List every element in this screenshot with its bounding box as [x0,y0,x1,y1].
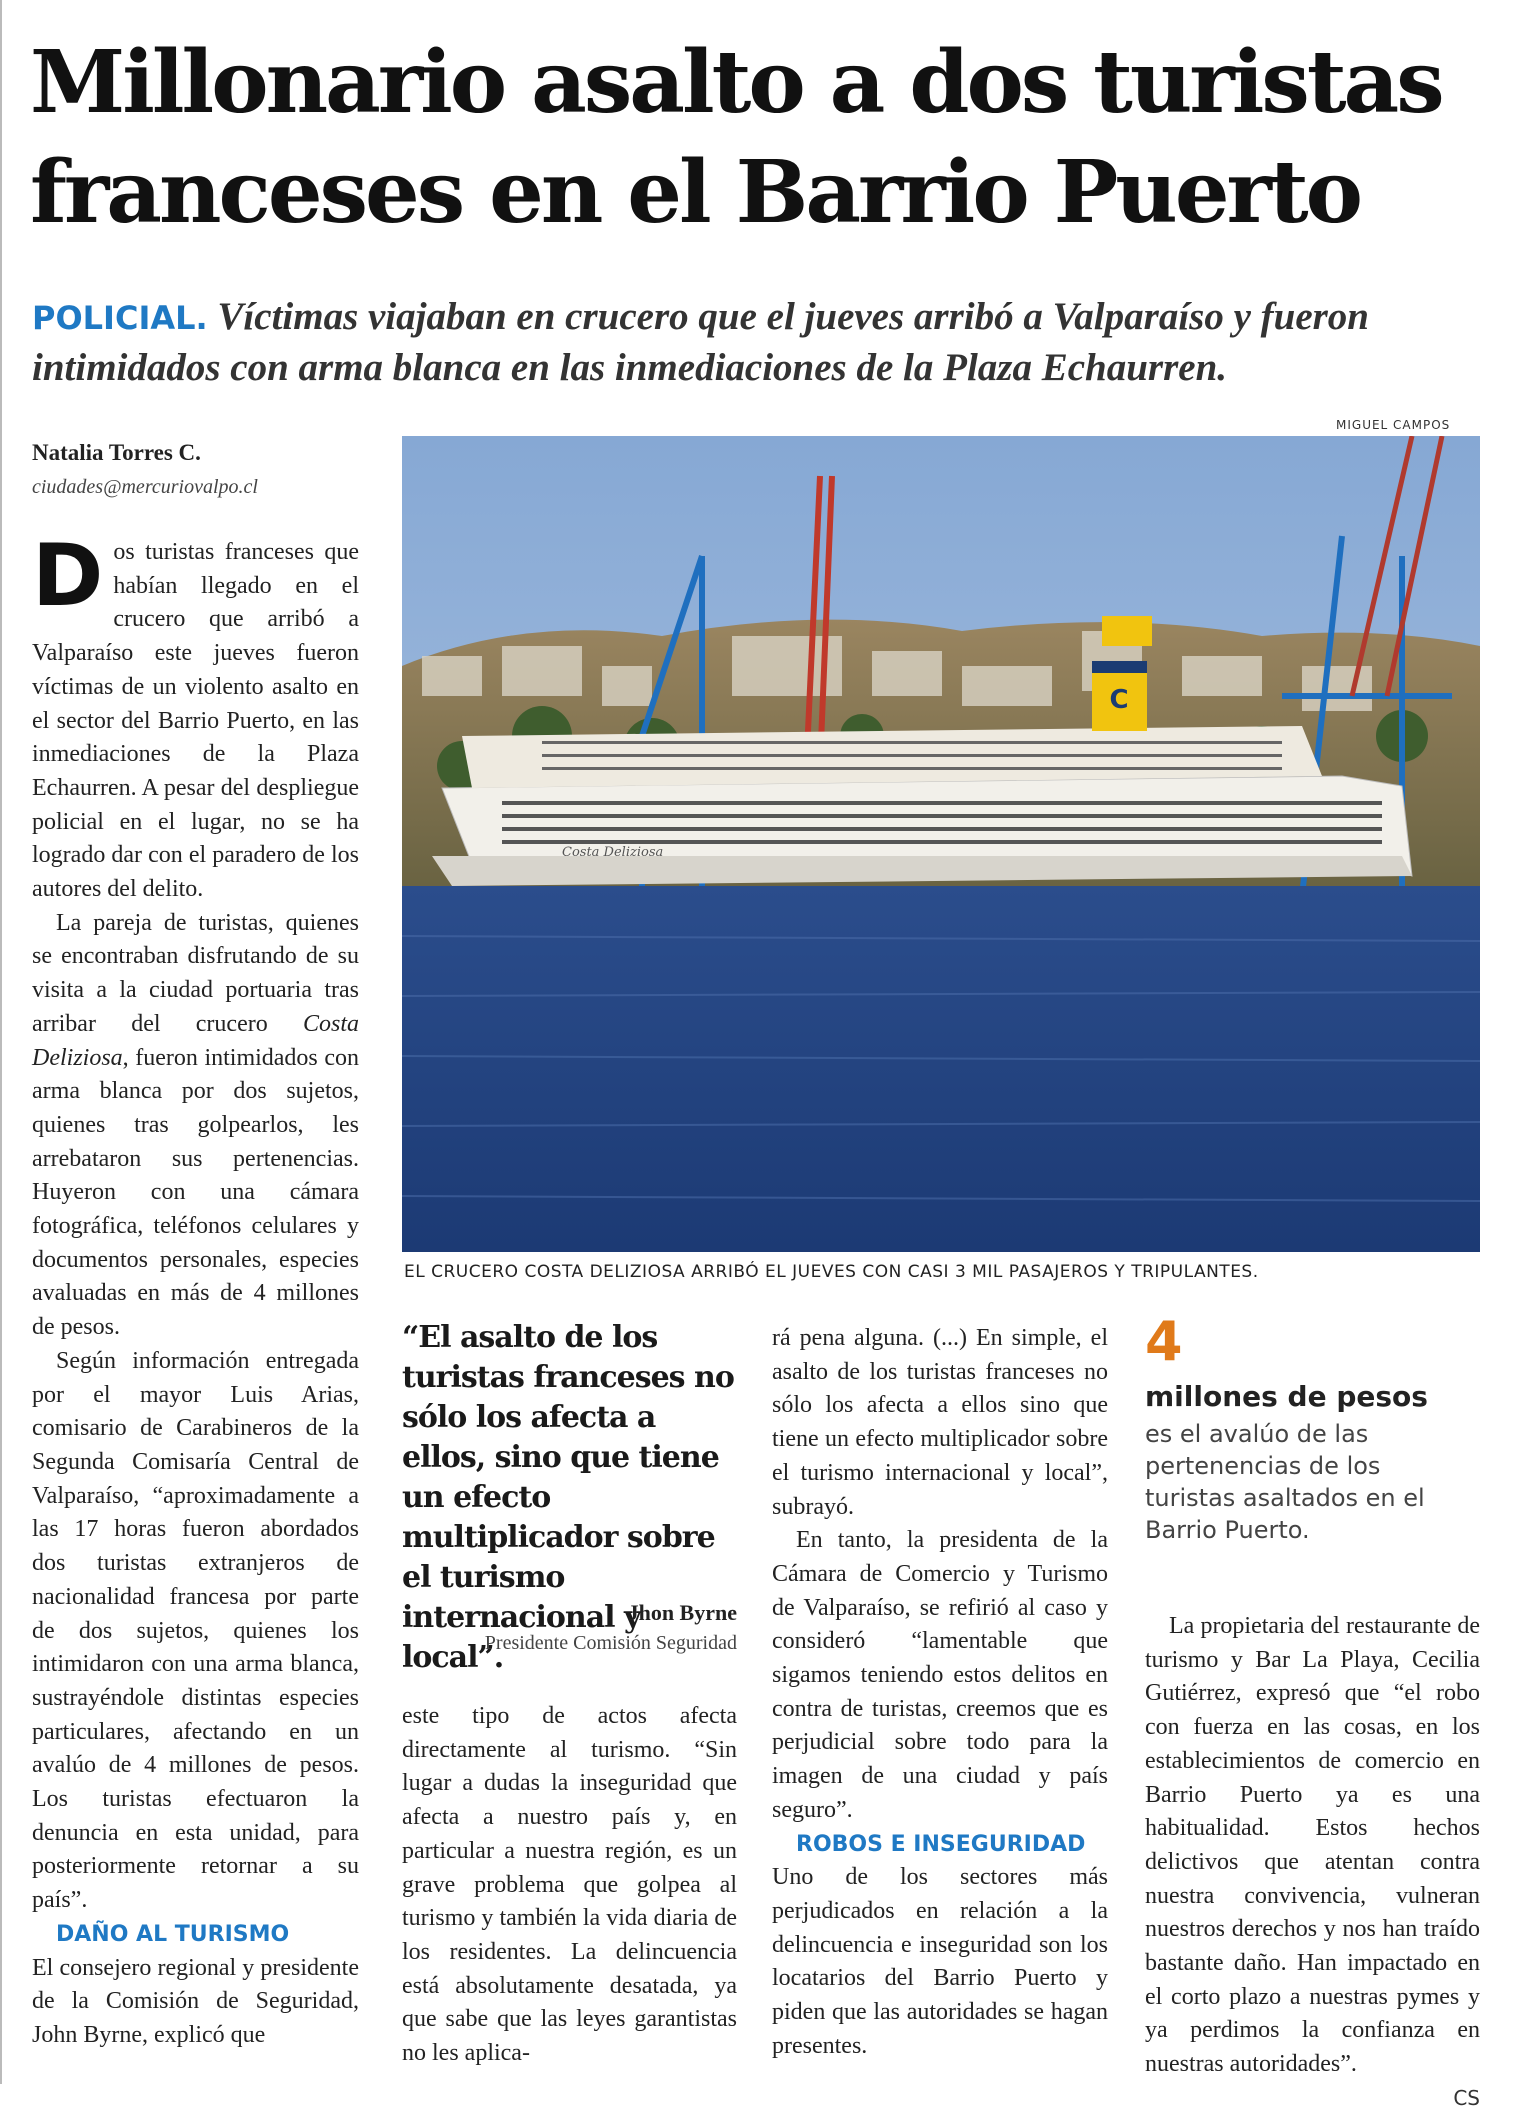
column-2-paragraph: este tipo de actos afecta directamente al turismo. “Sin lugar a dudas la inseguridad que afecta a nuestro país y, en particular a nuestra región, es un grave problema que golpea al turismo y también la vida diaria de los residentes. La delincuencia está absolutamente desatada, ya que sabe que las leyes garantistas no les aplica- [402,1703,737,2067]
stat-number: 4 [1145,1310,1183,1373]
article-column-1 [32,526,359,2053]
byline-author: Natalia Torres C. [32,440,201,465]
column-3-paragraph-1: rá pena alguna. (...) En simple, el asalto de los turistas franceses no sólo los afecta a ellos sino que tiene un efecto multiplicador sobre el turismo internacional y local”, subrayó. [772,1325,1108,1520]
column-4-paragraph: La propietaria del restaurante de turismo y Bar La Playa, Cecilia Gutiérrez, expresó que “el robo con fuerza en las cosas, en los establecimientos de comercio en Barrio Puerto ya es una habitualidad. Estos hechos delictivos que atentan contra nuestra convivencia, vulneran nuestros derechos y nos han traído bastante daño. Han impactado en el corto plazo a nuestras pymes y ya perdimos la confianza en nuestras autoridades”. [1145,1613,1480,2078]
headline [30,28,1500,248]
byline-email: ciudades@mercuriovalpo.cl [32,476,258,498]
photo-caption: EL CRUCERO COSTA DELIZIOSA ARRIBÓ EL JUEVES CON CASI 3 MIL PASAJEROS Y TRIPULANTES. [404,1262,1259,1282]
deck [32,292,1492,393]
ship-name-italic: Costa Deliziosa [32,1010,359,1071]
article-column-3 [772,1322,1108,2063]
cruise-ship-illustration [402,436,1480,1252]
paragraph-2-text-a: La pareja de turistas, quienes se encontraban disfrutando de su visita a la ciudad portuaria tras arribar del crucero [32,909,359,1037]
pull-quote: “El asalto de los turistas franceses no sólo los afecta a ellos, sino que tiene un efecto multiplicador sobre el turismo internacional y local”. [402,1320,734,1675]
stat-description: es el avalúo de las pertenencias de los turistas asaltados en el Barrio Puerto. [1145,1420,1425,1544]
column-3-paragraph-3: Uno de los sectores más perjudicados en relación a la delincuencia e inseguridad son los locatarios del Barrio Puerto y piden que las autoridades se hagan presentes. [772,1864,1108,2059]
paragraph-4: El consejero regional y presidente de la Comisión de Seguridad, John Byrne, explicó que [32,1954,359,2048]
column-3-paragraph-2: En tanto, la presidenta de la Cámara de Comercio y Turismo de Valparaíso, se refirió al caso y consideró “lamentable que sigamos teniendo estos delitos en contra de turistas, creemos que es perjudicial sobre todo para la imagen de una ciudad y país seguro”. [772,1527,1108,1823]
left-rule [0,0,2,2084]
photo-credit: MIGUEL CAMPOS [1336,418,1451,432]
paragraph-2-text-b: , fueron intimidados con arma blanca por dos sujetos, quienes tras golpearlos, les arrebataron sus pertenencias. Huyeron con una cámara fotográfica, teléfonos celulares y documentos personales, especies avaluadas en más de 4 millones de pesos. [32,1044,359,1341]
article-column-4 [1145,1610,1480,2116]
paragraph-2 [32,907,359,1345]
deck-kicker: POLICIAL. [32,299,208,337]
headline-line-1: Millonario asalto a dos turistas [30,32,1442,133]
cruise-ship-photo [402,436,1480,1252]
end-mark: CS [1453,2085,1480,2110]
deck-text: Víctimas viajaban en crucero que el jueves arribó a Valparaíso y fueron intimidados con arma blanca en las inmediaciones de la Plaza Echaurren. [32,295,1369,389]
paragraph-1: os turistas franceses que habían llegado en el crucero que arribó a Valparaíso este jueves fueron víctimas de un violento asalto en el sector del Barrio Puerto, en las inmediaciones de la Plaza Echaurren. A pesar del despliegue policial en el lugar, no se ha logrado dar con el paradero de los autores del delito. [32,539,359,903]
ship-hull-name: Costa Deliziosa [562,845,664,860]
subhead-robos-inseguridad: ROBOS E INSEGURIDAD [796,1831,1086,1857]
article-column-2 [402,1700,737,2071]
drop-cap: D [32,526,104,626]
headline-line-2: franceses en el Barrio Puerto [30,142,1360,243]
subhead-dano-turismo: DAÑO AL TURISMO [56,1921,290,1947]
stat-label: millones de pesos [1145,1380,1428,1413]
quote-author: Jhon Byrne [627,1600,737,1625]
funnel-letter: C [1109,685,1129,715]
paragraph-3: Según información entregada por el mayor Luis Arias, comisario de Carabineros de la Segunda Comisaría Central de Valparaíso, “aproximadamente a las 17 horas fueron abordados dos turistas extranjeros de nacionalidad francesa por parte de dos sujetos, quienes los intimidaron con una arma blanca, sustrayéndole distintas especies particulares, afectando en un avalúo de 4 millones de pesos. Los turistas efectuaron la denuncia en esta unidad, para posteriormente retornar a su país”. [32,1347,359,1914]
quote-role: Presidente Comisión Seguridad [484,1632,737,1654]
